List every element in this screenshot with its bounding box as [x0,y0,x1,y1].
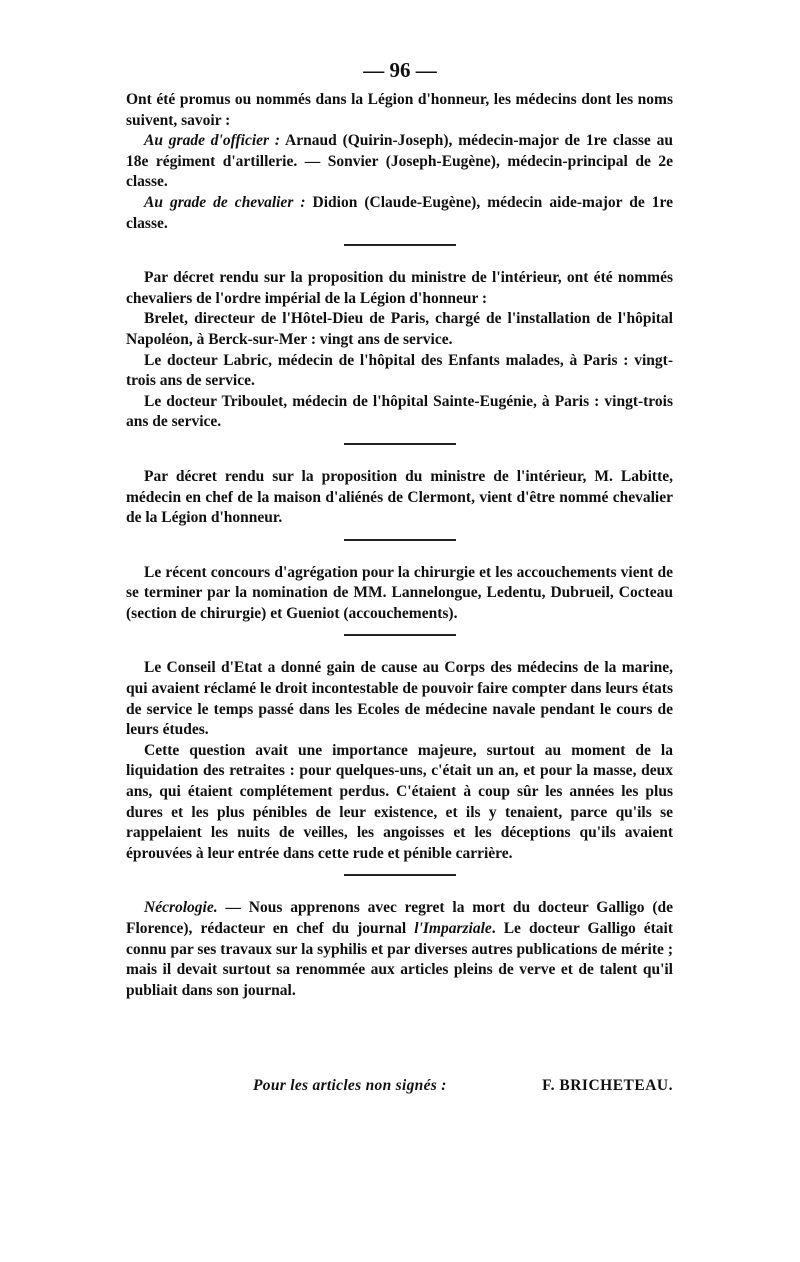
paragraph [126,898,673,1001]
paragraph: Le Conseil d'Etat a donné gain de cause au Corps des médecins de la marine, qui avaient réclamé le droit incontestable de pouvoir faire compter dans leurs états de service le temps passé dans les Ecoles de médecine navale pendant le cours de leurs études. [126,659,673,739]
paragraph: Ont été promus ou nommés dans la Légion d'honneur, les médecins dont les noms suivent, savoir : [126,91,673,129]
notice-concours-agregation [126,563,673,625]
article-body [126,90,673,1001]
signature-name: F. BRICHETEAU. [542,1077,673,1094]
paragraph-text: Didion (Claude-Eugène), médecin aide-major de 1re classe. [126,193,673,232]
notice-necrologie [126,898,673,1001]
notice-legion-honneur-interieur [126,268,673,433]
paragraph: Brelet, directeur de l'Hôtel-Dieu de Paris, chargé de l'installation de l'hôpital Napoléon, à Berck-sur-Mer : vingt ans de service. [126,310,673,348]
paragraph-text: Arnaud (Quirin-Joseph), médecin-major de 1re classe au 18e régiment d'artillerie. — Sonvier (Joseph-Eugène), médecin-principal de 2e classe. [126,132,673,191]
signature-line [253,1076,673,1096]
paragraph: Par décret rendu sur la proposition du ministre de l'intérieur, M. Labitte, médecin en chef de la maison d'aliénés de Clermont, vient d'être nommé chevalier de la Légion d'honneur. [126,467,673,527]
notice-labitte [126,467,673,529]
page-number: — 96 — [363,58,437,82]
paragraph-text: — Nous apprenons avec regret la mort du docteur Galligo (de Florence), rédacteur en chef du journal [126,899,673,937]
paragraph [126,193,673,234]
paragraph: Le docteur Labric, médecin de l'hôpital des Enfants malades, à Paris : vingt-trois ans de service. [126,351,673,390]
paragraph: Cette question avait une importance majeure, surtout au moment de la liquidation des retraites : pour quelques-uns, c'était un an, et pour la masse, deux ans, qui étaient complétement perdus. C'étaient à coup sûr les années les plus dures et les plus pénibles de leur existence, et ils y tenaient, parce qu'ils se rappelaient les nuits de veilles, les angoisses et les déceptions qu'ils avaient éprouvées à leur entrée dans cette rude et pénible carrière. [126,741,673,862]
notice-conseil-etat [126,658,673,864]
journal-title: l'Imparziale [414,920,492,937]
paragraph-lead: Au grade de chevalier : [144,193,306,211]
paragraph: Le récent concours d'agrégation pour la chirurgie et les accouchements vient de se terminer par la nomination de MM. Lannelongue, Ledentu, Dubrueil, Cocteau (section de chirurgie) et Gueniot (accouchements). [126,563,673,622]
paragraph-text-tail: . Le docteur Galligo était connu par ses travaux sur la syphilis et par diverses autres publications de mérite ; mais il devait surtout sa renommée aux articles pleins de verve et de talent qu'il publiait dans son journal. [126,920,674,999]
paragraph: Par décret rendu sur la proposition du ministre de l'intérieur, ont été nommés chevaliers de l'ordre impérial de la Légion d'honneur : [126,269,673,307]
paragraph: Le docteur Triboulet, médecin de l'hôpital Sainte-Eugénie, à Paris : vingt-trois ans de service. [126,392,673,431]
paragraph-lead: Au grade d'officier : [144,132,281,150]
paragraph-lead: Nécrologie. [144,899,218,917]
paragraph [126,131,673,193]
notice-legion-honneur-military [126,90,673,234]
signature-label: Pour les articles non signés : [253,1077,447,1094]
